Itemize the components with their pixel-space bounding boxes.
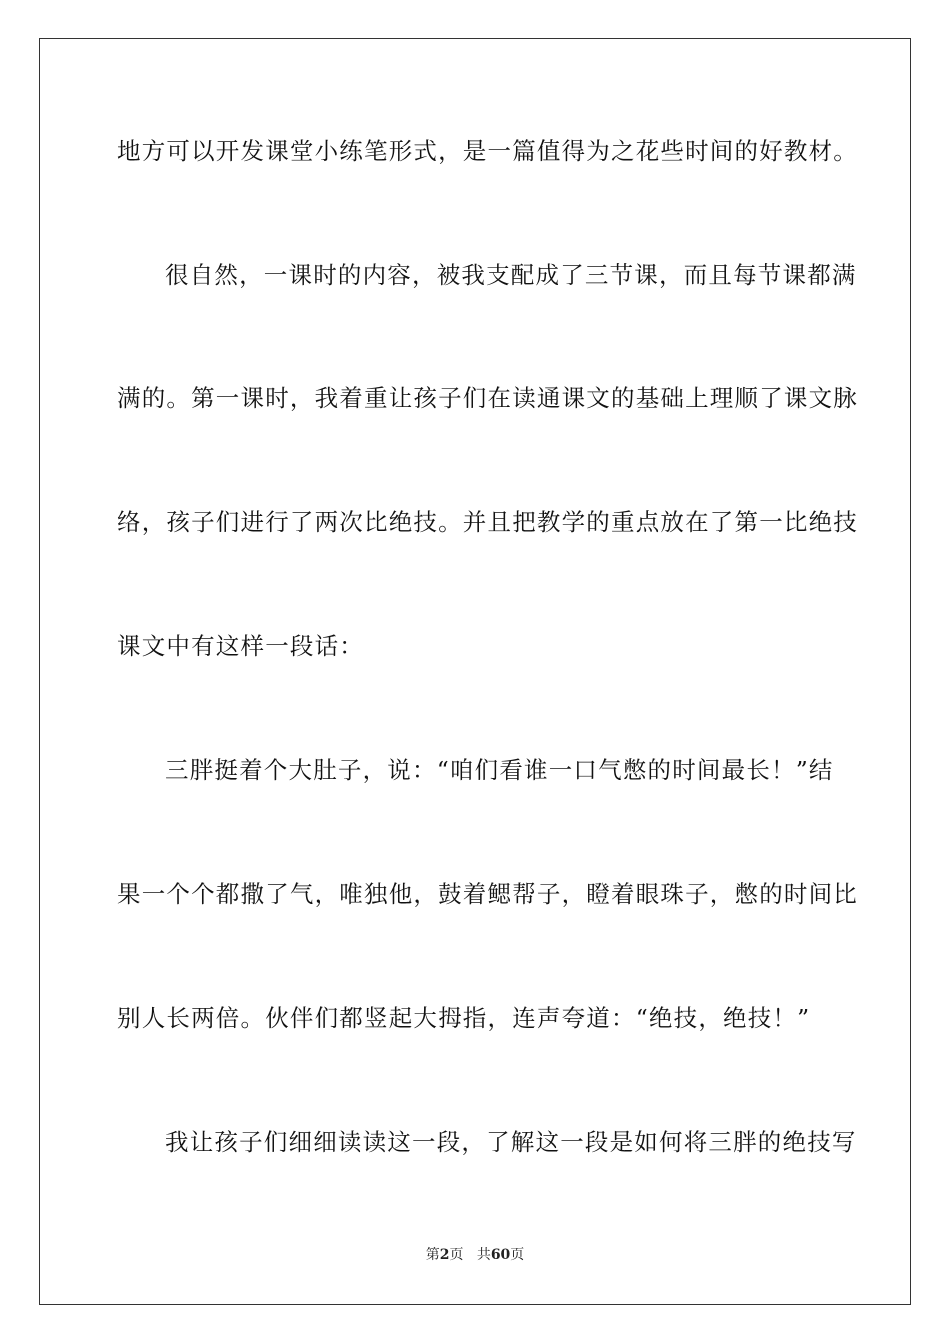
text-line-8: 别人长两倍。伙伴们都竖起大拇指，连声夸道：“绝技，绝技！” [117, 1004, 811, 1032]
text-line-7: 果一个个都撒了气，唯独他，鼓着鳃帮子，瞪着眼珠子，憋的时间比 [117, 880, 858, 908]
footer-total-number: 60 [490, 1247, 511, 1263]
page-footer [0, 1245, 950, 1265]
text-line-2: 很自然，一课时的内容，被我支配成了三节课，而且每节课都满 [165, 261, 857, 289]
text-line-3: 满的。第一课时，我着重让孩子们在读通课文的基础上理顺了课文脉 [117, 384, 858, 412]
text-line-9: 我让孩子们细细读读这一段，了解这一段是如何将三胖的绝技写 [165, 1128, 857, 1156]
text-line-4: 络，孩子们进行了两次比绝技。并且把教学的重点放在了第一比绝技 [117, 508, 858, 536]
footer-total-suffix: 页 [510, 1247, 525, 1263]
text-line-1: 地方可以开发课堂小练笔形式，是一篇值得为之花些时间的好教材。 [117, 137, 858, 165]
footer-page-suffix: 页 [449, 1247, 464, 1263]
footer-page-number: 2 [439, 1247, 450, 1263]
footer-total-prefix: 共 [476, 1247, 491, 1263]
footer-page-prefix: 第 [425, 1247, 440, 1263]
page-frame [39, 38, 911, 1305]
text-line-5: 课文中有这样一段话： [117, 632, 364, 660]
text-line-6: 三胖挺着个大肚子，说：“咱们看谁一口气憋的时间最长！”结 [165, 756, 834, 784]
